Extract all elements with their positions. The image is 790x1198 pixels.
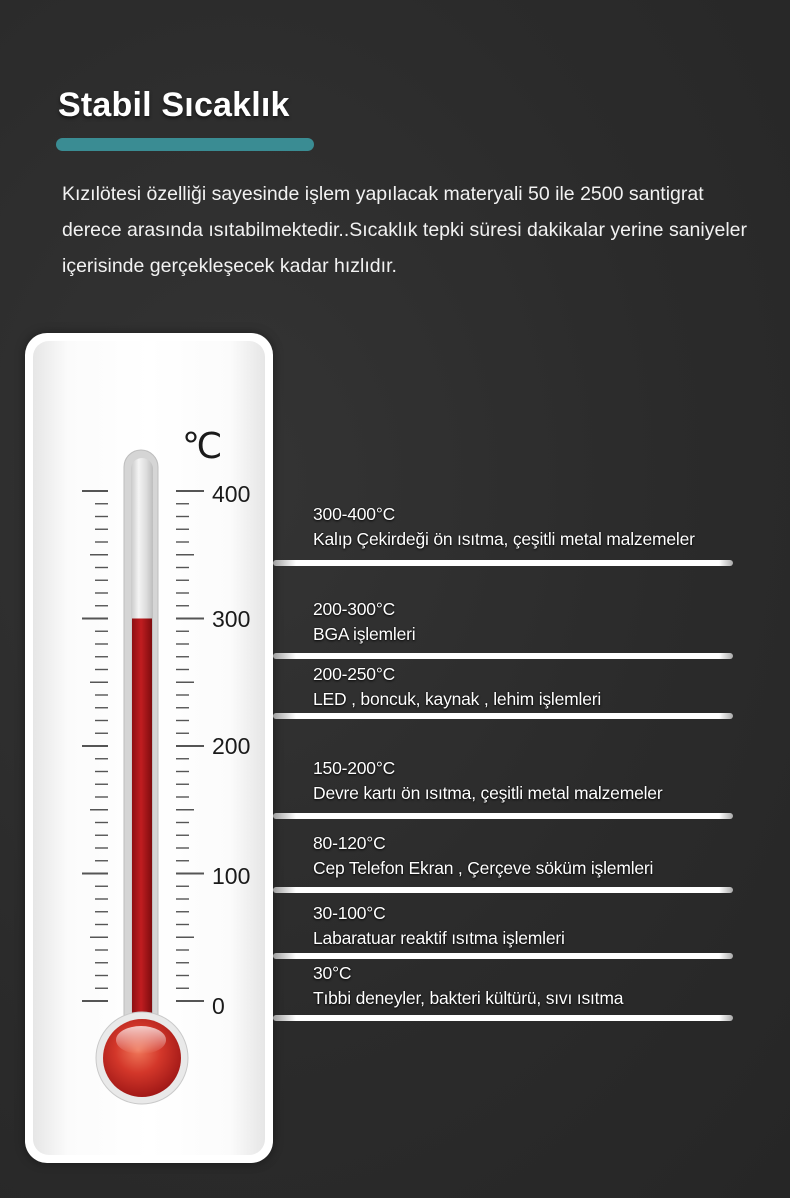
scale-label-400: 400	[212, 481, 250, 507]
pointer-line-7	[273, 1015, 733, 1021]
annotation-5	[313, 831, 773, 881]
annotation-text: Tıbbi deneyler, bakteri kültürü, sıvı ısıtma	[313, 988, 624, 1008]
annotation-text: BGA işlemleri	[313, 624, 416, 644]
pointer-line-5	[273, 887, 733, 893]
annotation-range: 200-250°C	[313, 664, 396, 684]
annotation-4	[313, 756, 773, 806]
pointer-line-3	[273, 713, 733, 719]
annotation-range: 80-120°C	[313, 833, 386, 853]
annotation-range: 300-400°C	[313, 504, 396, 524]
pointer-line-1	[273, 560, 733, 566]
pointer-line-2	[273, 653, 733, 659]
page-title: Stabil Sıcaklık	[58, 86, 290, 124]
annotation-text: Kalıp Çekirdeği ön ısıtma, çeşitli metal malzemeler	[313, 529, 695, 549]
scale-label-100: 100	[212, 863, 250, 889]
annotation-range: 30°C	[313, 963, 352, 983]
annotation-3	[313, 662, 773, 712]
annotation-1	[313, 502, 773, 552]
annotation-range: 200-300°C	[313, 599, 396, 619]
scale-label-0: 0	[212, 993, 225, 1019]
annotation-range: 30-100°C	[313, 903, 386, 923]
annotation-text: Cep Telefon Ekran , Çerçeve söküm işlemleri	[313, 858, 654, 878]
annotation-text: Labaratuar reaktif ısıtma işlemleri	[313, 928, 565, 948]
scale-label-200: 200	[212, 733, 250, 759]
annotation-text: Devre kartı ön ısıtma, çeşitli metal malzemeler	[313, 783, 663, 803]
annotation-7	[313, 961, 773, 1011]
pointer-line-6	[273, 953, 733, 959]
pointer-line-4	[273, 813, 733, 819]
description-text: Kızılötesi özelliği sayesinde işlem yapılacak materyali 50 ile 2500 santigrat derece arasında ısıtabilmektedir..Sıcaklık tepki süresi dakikalar yerine saniyeler içerisinde gerçekleşecek kadar hızlıdır.	[62, 183, 747, 277]
annotation-range: 150-200°C	[313, 758, 396, 778]
annotation-6	[313, 901, 773, 951]
annotation-2	[313, 597, 773, 647]
scale-label-300: 300	[212, 606, 250, 632]
unit-label: ℃	[182, 425, 223, 466]
annotation-text: LED , boncuk, kaynak , lehim işlemleri	[313, 689, 602, 709]
